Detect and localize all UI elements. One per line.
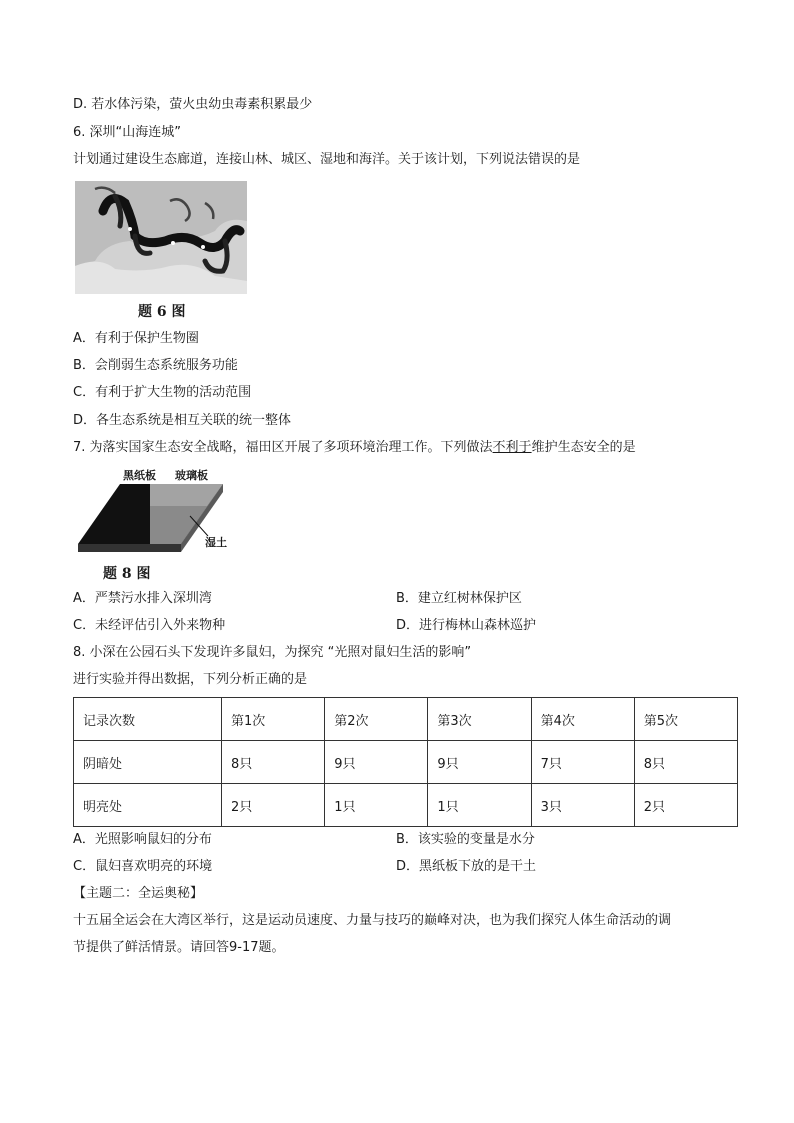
q8-stem-line1: 8. 小深在公园石头下发现许多鼠妇，为探究 “光照对鼠妇生活的影响”: [73, 645, 472, 660]
table-cell: 8只: [222, 741, 325, 784]
q6-title: 6. 深圳“山海连城”: [73, 125, 182, 140]
table-cell: 2只: [222, 784, 325, 827]
q7-option-c: C．未经评估引入外来物种: [73, 618, 226, 633]
table-header-cell: 记录次数: [74, 698, 222, 741]
table-cell: 9只: [428, 741, 531, 784]
table-cell: 阴暗处: [74, 741, 222, 784]
theme2-intro-line2: 节提供了鲜活情景。请回答9-17题。: [73, 940, 285, 955]
q6-figure-caption: 题 6 图: [138, 304, 186, 320]
q7-stem-before: 7. 为落实国家生态安全战略，福田区开展了多项环境治理工作。下列做法: [73, 440, 493, 455]
q8-apparatus-figure: [75, 466, 245, 558]
table-header-cell: 第5次: [634, 698, 737, 741]
theme2-intro-line1: 十五届全运会在大湾区举行，这是运动员速度、力量与技巧的巅峰对决，也为我们探究人体生命活动的调: [73, 913, 672, 928]
table-header-cell: 第4次: [531, 698, 634, 741]
table-header-cell: 第1次: [222, 698, 325, 741]
table-cell: 7只: [531, 741, 634, 784]
q8-option-d: D．黑纸板下放的是干土: [396, 859, 537, 874]
table-cell: 9只: [325, 741, 428, 784]
q6-option-d: D．各生态系统是相互关联的统一整体: [73, 413, 292, 428]
q7-stem: [73, 439, 636, 457]
q6-stem: 计划通过建设生态廊道，连接山林、城区、湿地和海洋。关于该计划，下列说法错误的是: [73, 152, 581, 167]
q7-stem-underlined: 不利于: [492, 440, 532, 455]
table-cell: 2只: [634, 784, 737, 827]
q8-option-c: C．鼠妇喜欢明亮的环境: [73, 859, 213, 874]
q7-stem-after: 维护生态安全的是: [531, 440, 636, 455]
glass-board-label: 玻璃板: [175, 469, 208, 482]
q8-data-table: [73, 697, 738, 827]
q6-map-figure: [75, 181, 247, 294]
q6-option-a: A．有利于保护生物圈: [73, 331, 199, 346]
table-row: [74, 741, 738, 784]
table-cell: 3只: [531, 784, 634, 827]
table-header-cell: 第2次: [325, 698, 428, 741]
table-cell: 明亮处: [74, 784, 222, 827]
table-cell: 1只: [325, 784, 428, 827]
q8-option-b: B．该实验的变量是水分: [396, 832, 535, 847]
q5-option-d: D. 若水体污染，萤火虫幼虫毒素积累最少: [73, 97, 313, 112]
q6-option-b: B．会削弱生态系统服务功能: [73, 358, 238, 373]
table-cell: 8只: [634, 741, 737, 784]
wet-soil-label: 湿土: [205, 536, 227, 549]
table-header-cell: 第3次: [428, 698, 531, 741]
table-cell: 1只: [428, 784, 531, 827]
q6-option-c: C．有利于扩大生物的活动范围: [73, 385, 252, 400]
theme2-heading: 【主题二：全运奥秘】: [73, 886, 204, 901]
ecological-corridor-map: [75, 181, 247, 294]
table-header-row: [74, 698, 738, 741]
q8-figure-caption: 题 8 图: [103, 566, 151, 582]
table-row: [74, 784, 738, 827]
q7-option-a: A．严禁污水排入深圳湾: [73, 591, 212, 606]
q8-option-a: A．光照影响鼠妇的分布: [73, 832, 212, 847]
q7-option-d: D．进行梅林山森林巡护: [396, 618, 537, 633]
black-board-label: 黑纸板: [123, 469, 156, 482]
q7-option-b: B．建立红树林保护区: [396, 591, 522, 606]
q8-stem-line2: 进行实验并得出数据，下列分析正确的是: [73, 672, 308, 687]
